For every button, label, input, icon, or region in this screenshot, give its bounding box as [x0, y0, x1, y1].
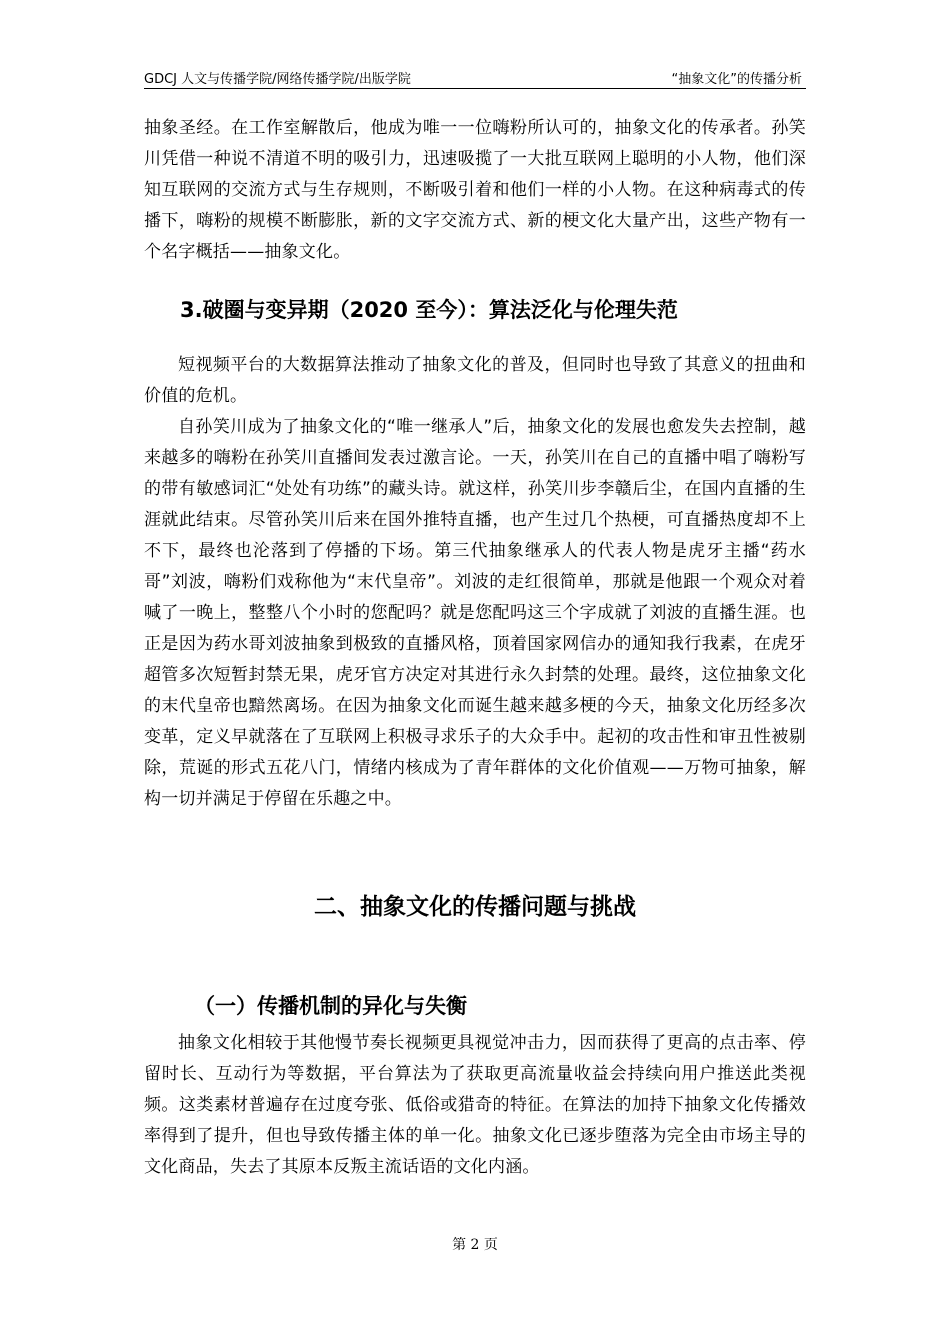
section-heading-3: 3.破圈与变异期（2020 至今）：算法泛化与伦理失范: [180, 298, 678, 322]
header-right-text: “抽象文化”的传播分析: [671, 72, 802, 87]
paragraph-algorithm: 短视频平台的大数据算法推动了抽象文化的普及，但同时也导致了其意义的扭曲和价值的危机。: [144, 355, 806, 406]
page-header: [144, 66, 806, 89]
chapter-heading: 二、抽象文化的传播问题与挑战: [314, 894, 636, 920]
page-number: 第 2 页: [452, 1237, 498, 1253]
paragraph-mechanism: 抽象文化相较于其他慢节奏长视频更具视觉冲击力，因而获得了更高的点击率、停留时长、互动行为等数据，平台算法为了获取更高流量收益会持续向用户推送此类视频。这类素材普遍存在过度夸张、低俗或猎奇的特征。在算法的加持下抽象文化传播效率得到了提升，但也导致传播主体的单一化。抽象文化已逐步堕落为完全由市场主导的文化商品，失去了其原本反叛主流话语的文化内涵。: [144, 1033, 806, 1177]
paragraph-history: 自孙笑川成为了抽象文化的“唯一继承人”后，抽象文化的发展也愈发失去控制，越来越多的嗨粉在孙笑川直播间发表过激言论。一天，孙笑川在自己的直播中唱了嗨粉写的带有敏感词汇“处处有功练”的藏头诗。就这样，孙笑川步李赣后尘，在国内直播的生涯就此结束。尽管孙笑川后来在国外推特直播，也产生过几个热梗，可直播热度却不上不下，最终也沦落到了停播的下场。第三代抽象继承人的代表人物是虎牙主播“药水哥”刘波，嗨粉们戏称他为“末代皇帝”。刘波的走红很简单，那就是他跟一个观众对着喊了一晚上，整整八个小时的您配吗？就是您配吗这三个字成就了刘波的直播生涯。也正是因为药水哥刘波抽象到极致的直播风格，顶着国家网信办的通知我行我素，在虎牙超管多次短暂封禁无果，虎牙官方决定对其进行永久封禁的处理。最终，这位抽象文化的末代皇帝也黯然离场。在因为抽象文化而诞生越来越多梗的今天，抽象文化历经多次变革，定义早就落在了互联网上积极寻求乐子的大众手中。起初的攻击性和审丑性被剔除，荒诞的形式五花八门，情绪内核成为了青年群体的文化价值观——万物可抽象，解构一切并满足于停留在乐趣之中。: [144, 417, 806, 809]
paragraph-continuation: 抽象圣经。在工作室解散后，他成为唯一一位嗨粉所认可的，抽象文化的传承者。孙笑川凭借一种说不清道不明的吸引力，迅速吸揽了一大批互联网上聪明的小人物，他们深知互联网的交流方式与生存规则，不断吸引着和他们一样的小人物。在这种病毒式的传播下，嗨粉的规模不断膨胀，新的文字交流方式、新的梗文化大量产出，这些产物有一个名字概括——抽象文化。: [144, 118, 806, 262]
header-left-text: GDCJ 人文与传播学院/网络传播学院/出版学院: [144, 72, 411, 87]
subsection-heading: （一）传播机制的异化与失衡: [194, 994, 467, 1018]
